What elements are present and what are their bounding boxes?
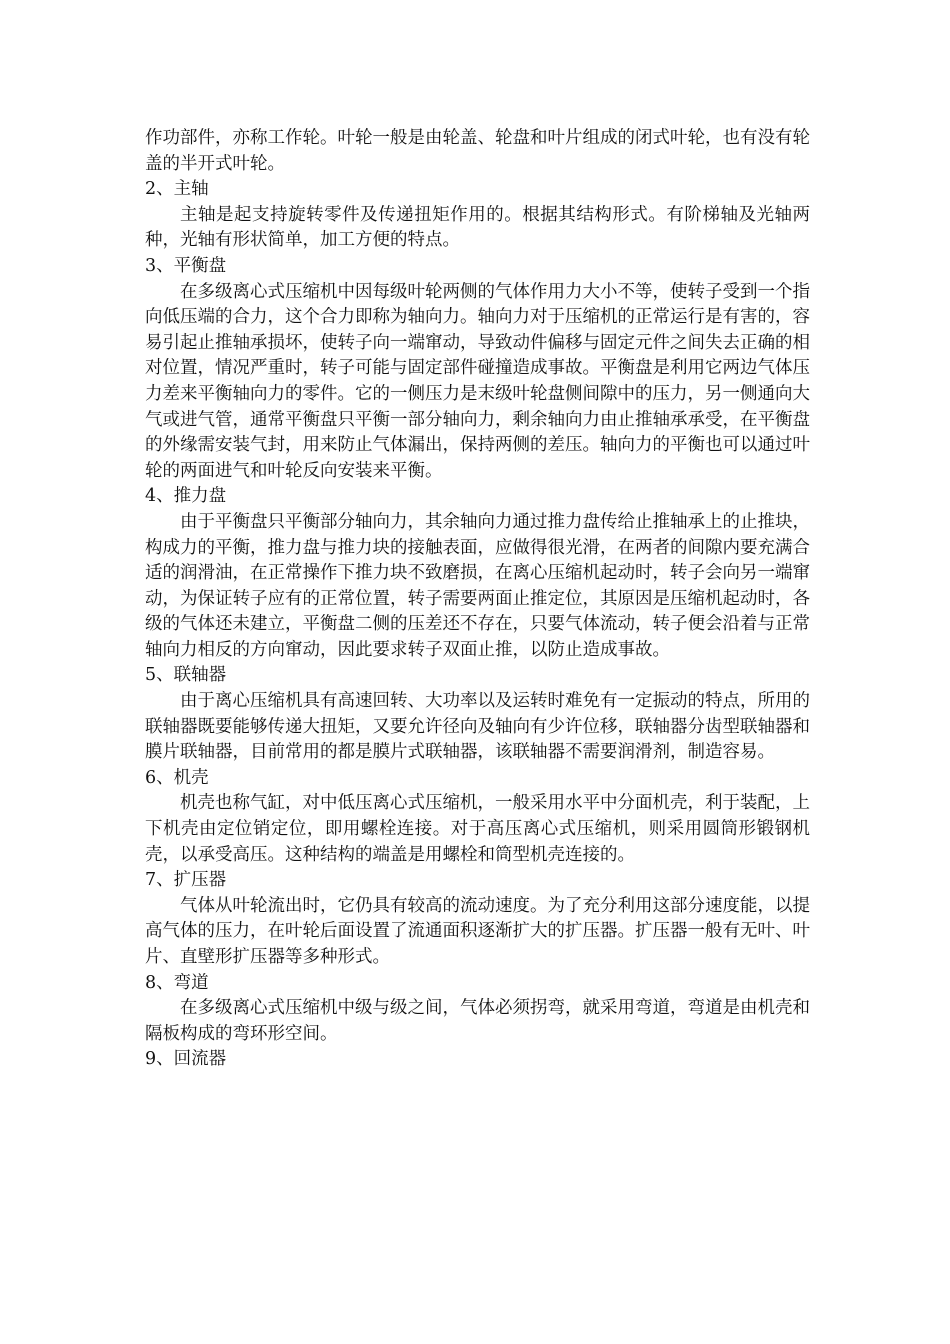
section-heading-shaft: 2、主轴 — [145, 179, 209, 200]
section-body-coupling: 由于离心压缩机具有高速回转、大功率以及运转时难免有一定振动的特点，所用的联轴器既要能够传递大扭矩，又要允许径向及轴向有少许位移，联轴器分齿型联轴器和膜片联轴器，目前常用的都是膜片式联轴器，该联轴器不需要润滑剂，制造容易。 — [145, 691, 810, 763]
section-heading-balance-disk: 3、平衡盘 — [145, 255, 227, 276]
section-body-balance-disk: 在多级离心式压缩机中因每级叶轮两侧的气体作用力大小不等，使转子受到一个指向低压端的合力，这个合力即称为轴向力。轴向力对于压缩机的正常运行是有害的，容易引起止推轴承损坏，使转子向一端窜动，导致动件偏移与固定元件之间失去正确的相对位置，情况严重时，转子可能与固定部件碰撞造成事故。平衡盘是利用它两边气体压力差来平衡轴向力的零件。它的一侧压力是末级叶轮盘侧间隙中的压力，另一侧通向大气或进气管，通常平衡盘只平衡一部分轴向力，剩余轴向力由止推轴承承受，在平衡盘的外缘需安装气封，用来防止气体漏出，保持两侧的差压。轴向力的平衡也可以通过叶轮的两面进气和叶轮反向安装来平衡。 — [145, 281, 810, 481]
section-heading-return-channel: 9、回流器 — [145, 1049, 227, 1070]
section-body-diffuser: 气体从叶轮流出时，它仍具有较高的流动速度。为了充分利用这部分速度能，以提高气体的压力，在叶轮后面设置了流通面积逐渐扩大的扩压器。扩压器一般有无叶、叶片、直壁形扩压器等多种形式。 — [145, 895, 810, 967]
section-heading-coupling: 5、联轴器 — [145, 665, 227, 686]
section-body-casing: 机壳也称气缸，对中低压离心式压缩机，一般采用水平中分面机壳，利于装配，上下机壳由定位销定位，即用螺栓连接。对于高压离心式压缩机，则采用圆筒形锻钢机壳，以承受高压。这种结构的端盖是用螺栓和筒型机壳连接的。 — [145, 793, 810, 865]
section-heading-thrust-disk: 4、推力盘 — [145, 486, 227, 507]
section-heading-bend: 8、弯道 — [145, 972, 209, 993]
section-heading-diffuser: 7、扩压器 — [145, 870, 227, 891]
section-body-bend: 在多级离心式压缩机中级与级之间，气体必须拐弯，就采用弯道，弯道是由机壳和隔板构成的弯环形空间。 — [145, 998, 810, 1044]
intro-paragraph: 作功部件，亦称工作轮。叶轮一般是由轮盖、轮盘和叶片组成的闭式叶轮，也有没有轮盖的半开式叶轮。 — [145, 128, 810, 174]
section-body-thrust-disk: 由于平衡盘只平衡部分轴向力，其余轴向力通过推力盘传给止推轴承上的止推块，构成力的平衡，推力盘与推力块的接触表面，应做得很光滑，在两者的间隙内要充满合适的润滑油，在正常操作下推力块不致磨损，在离心压缩机起动时，转子会向另一端窜动，为保证转子应有的正常位置，转子需要两面止推定位，其原因是压缩机起动时，各级的气体还未建立，平衡盘二侧的压差还不存在，只要气体流动，转子便会沿着与正常轴向力相反的方向窜动，因此要求转子双面止推，以防止造成事故。 — [145, 511, 810, 660]
section-heading-casing: 6、机壳 — [145, 767, 209, 788]
document-page — [145, 126, 810, 1073]
section-body-shaft: 主轴是起支持旋转零件及传递扭矩作用的。根据其结构形式。有阶梯轴及光轴两种，光轴有形状简单，加工方便的特点。 — [145, 204, 810, 251]
